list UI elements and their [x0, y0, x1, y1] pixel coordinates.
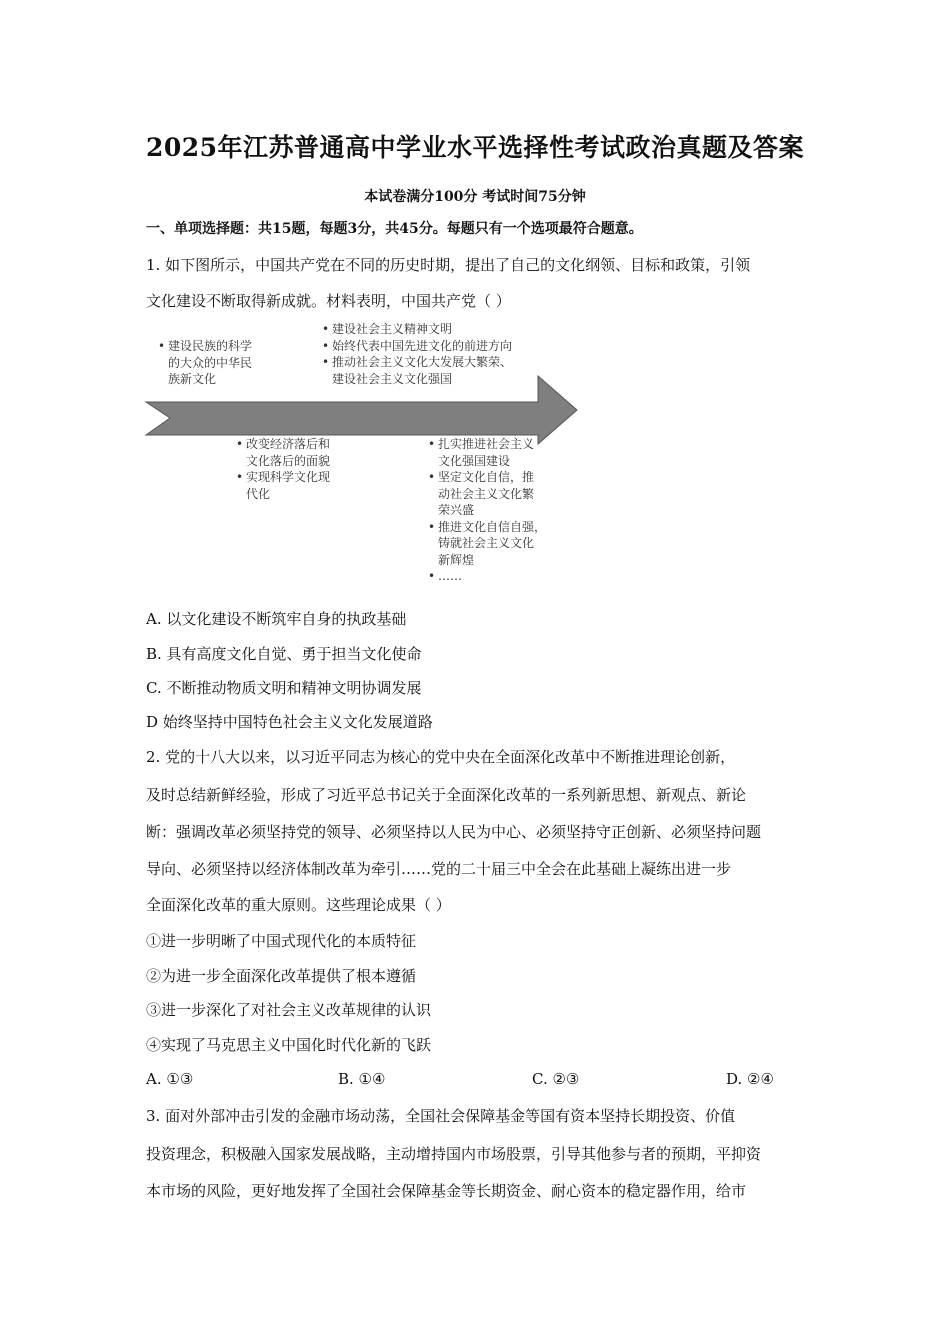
q3-line-2: 投资理念，积极融入国家发展战略，主动增持国内市场股票，引导其他参与者的预期，平抑资 — [146, 1145, 762, 1163]
q2-line-4: 导向、必须坚持以经济体制改革为牵引……党的二十届三中全会在此基础上凝练出进一步 — [146, 860, 732, 878]
q2-item-2: ②为进一步全面深化改革提供了根本遵循 — [146, 967, 417, 985]
q2-item-3: ③进一步深化了对社会主义改革规律的认识 — [146, 1001, 432, 1019]
q2-line-5: 全面深化改革的重大原则。这些理论成果（ ） — [146, 896, 451, 914]
section-heading: 一、单项选择题：共15题，每题3分，共45分。每题只有一个选项最符合题意。 — [146, 221, 643, 237]
figure-group-1: • 建设民族的科学 的大众的中华民 族新文化 — [158, 339, 253, 386]
exam-info: 本试卷满分100分 考试时间75分钟 — [364, 189, 586, 205]
q2-item-1: ①进一步明晰了中国式现代化的本质特征 — [146, 932, 417, 950]
q1-line-1: 1. 如下图所示，中国共产党在不同的历史时期，提出了自己的文化纲领、目标和政策，引领 — [146, 256, 751, 274]
q2-option-d: D. ②④ — [726, 1070, 774, 1088]
q2-option-c: C. ②③ — [532, 1070, 580, 1088]
q2-item-4: ④实现了马克思主义中国化时代化新的飞跃 — [146, 1036, 432, 1054]
q1-option-a: A. 以文化建设不断筑牢自身的执政基础 — [146, 610, 407, 628]
q3-line-1: 3. 面对外部冲击引发的金融市场动荡，全国社会保障基金等国有资本坚持长期投资、价值 — [146, 1107, 736, 1125]
figure-group-2: • 改变经济落后和 文化落后的面貌 • 实现科学文化现 代化 — [236, 437, 331, 501]
q2-line-2: 及时总结新鲜经验，形成了习近平总书记关于全面深化改革的一系列新思想、新观点、新论 — [146, 786, 747, 804]
q2-line-3: 断：强调改革必须坚持党的领导、必须坚持以人民为中心、必须坚持守正创新、必须坚持问题 — [146, 823, 762, 841]
q1-option-b: B. 具有高度文化自觉、勇于担当文化使命 — [146, 645, 422, 663]
page-title: 2025年江苏普通高中学业水平选择性考试政治真题及答案 — [145, 133, 805, 162]
q3-line-3: 本市场的风险，更好地发挥了全国社会保障基金等长期资金、耐心资本的稳定器作用，给市 — [146, 1182, 747, 1200]
q1-figure — [140, 318, 590, 588]
q1-option-c: C. 不断推动物质文明和精神文明协调发展 — [146, 679, 422, 697]
q2-option-b: B. ①④ — [338, 1070, 386, 1088]
q1-option-d: D 始终坚持中国特色社会主义文化发展道路 — [146, 713, 433, 731]
figure-group-4: • 扎实推进社会主义 文化强国建设 • 坚定文化自信，推 动社会主义文化繁 荣兴盛 • 推进文化自信自强， 铸就社会主义文化 新辉煌 • …… — [428, 437, 547, 583]
q2-option-a: A. ①③ — [146, 1070, 194, 1088]
figure-group-3: • 建设社会主义精神文明 • 始终代表中国先进文化的前进方向 • 推动社会主义文化大发展大繁荣、 建设社会主义文化强国 — [322, 322, 513, 386]
q1-line-2: 文化建设不断取得新成就。材料表明，中国共产党（ ） — [146, 292, 511, 310]
q2-line-1: 2. 党的十八大以来，以习近平同志为核心的党中央在全面深化改革中不断推进理论创新， — [146, 748, 736, 766]
